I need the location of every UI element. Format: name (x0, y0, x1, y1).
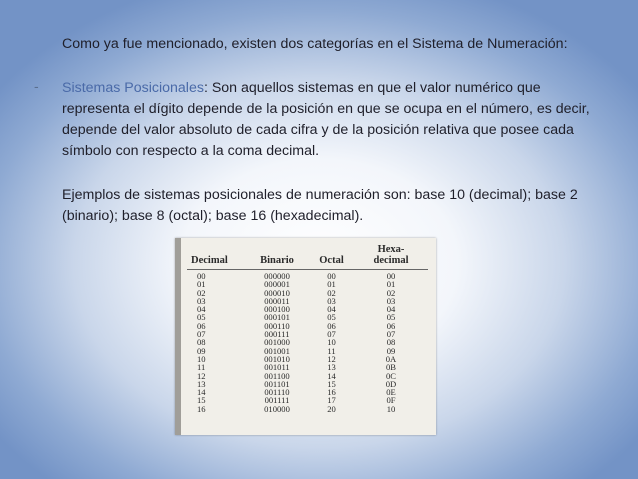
cell-hexadecimal: 00 (386, 271, 396, 281)
cell-octal: 02 (327, 287, 336, 298)
cell-binario: 001110 (264, 387, 290, 398)
cell-hexadecimal: 0A (385, 353, 397, 364)
cell-octal: 10 (327, 337, 336, 348)
cell-binario: 000101 (264, 312, 290, 323)
cell-hexadecimal: 04 (386, 304, 396, 315)
positional-systems-paragraph (62, 78, 607, 162)
cell-octal: 13 (327, 362, 336, 373)
cell-hexadecimal: 09 (386, 345, 396, 356)
cell-hexadecimal: 03 (386, 295, 396, 306)
cell-octal: 12 (327, 353, 336, 364)
header-hexadecimal (354, 244, 428, 270)
cell-octal: 07 (327, 329, 336, 340)
cell-octal: 11 (327, 345, 336, 356)
cell-binario: 000000 (264, 271, 290, 281)
table-row (187, 405, 428, 413)
cell-decimal: 11 (197, 362, 206, 373)
cell-octal: 06 (327, 320, 336, 331)
cell-decimal: 14 (197, 387, 206, 398)
cell-binario: 001101 (264, 378, 290, 389)
cell-hexadecimal: 0B (385, 362, 397, 373)
numeration-table-image (175, 238, 436, 435)
cell-binario: 000110 (264, 320, 290, 331)
cell-decimal: 06 (197, 320, 206, 331)
intro-text: Como ya fue mencionado, existen dos categorías en el Sistema de Numeración: (62, 36, 568, 52)
cell-binario: 000011 (264, 295, 290, 306)
cell-octal: 16 (327, 387, 336, 398)
cell-octal: 04 (327, 304, 336, 315)
cell-decimal: 12 (197, 370, 206, 381)
cell-binario: 001000 (264, 337, 290, 348)
header-octal: Octal (309, 244, 354, 270)
examples-paragraph: Ejemplos de sistemas posicionales de numeración son: base 10 (decimal); base 2 (binario); base 8 (octal); base 16 (hexadecimal). (62, 187, 578, 224)
cell-binario: 001010 (264, 353, 290, 364)
header-decimal: Decimal (187, 244, 245, 270)
cell-decimal: 04 (197, 304, 206, 315)
cell-decimal: 08 (197, 337, 206, 348)
cell-decimal: 00 (197, 271, 206, 281)
cell-hexadecimal: 02 (386, 287, 396, 298)
cell-octal: 03 (327, 295, 336, 306)
header-hexa-line2: decimal (373, 255, 409, 266)
cell-binario: 000001 (264, 279, 290, 290)
cell-octal: 05 (327, 312, 336, 323)
cell-decimal: 05 (197, 312, 206, 323)
cell-decimal: 10 (197, 353, 206, 364)
cell-octal: 14 (327, 370, 336, 381)
cell-hexadecimal: 05 (386, 312, 396, 323)
cell-decimal: 09 (197, 345, 206, 356)
cell-hexadecimal: 07 (386, 329, 396, 340)
cell-octal: 17 (327, 395, 336, 406)
cell-hexadecimal: 01 (386, 279, 396, 290)
term-sistemas-posicionales: Sistemas Posicionales (62, 80, 204, 96)
cell-hexadecimal: 0E (386, 387, 396, 398)
cell-octal: 20 (327, 403, 336, 414)
cell-decimal: 07 (197, 329, 206, 340)
cell-octal: 01 (327, 279, 336, 290)
cell-hexadecimal: 06 (386, 320, 396, 331)
header-hexa-line1: Hexa- (377, 244, 405, 255)
cell-binario: 001111 (264, 395, 290, 406)
numeration-table (187, 244, 428, 413)
header-binario: Binario (245, 244, 309, 270)
cell-decimal: 13 (197, 378, 206, 389)
cell-binario: 001001 (264, 345, 290, 356)
cell-hexadecimal: 0F (386, 395, 396, 406)
cell-decimal: 01 (197, 279, 206, 290)
cell-binario: 001100 (264, 370, 290, 381)
cell-hexadecimal: 10 (386, 403, 396, 414)
cell-binario: 000111 (264, 329, 290, 340)
cell-binario: 000010 (264, 287, 290, 298)
cell-decimal: 16 (197, 403, 206, 414)
cell-binario: 010000 (264, 403, 290, 414)
table-header-row (187, 244, 428, 270)
cell-hexadecimal: 0C (385, 370, 397, 381)
cell-decimal: 15 (197, 395, 206, 406)
cell-octal: 00 (327, 271, 336, 281)
definition-text: : Son aquellos sistemas en que el valor numérico que representa el dígito depende de la posición en que se ocupa en el número, es decir, depende del valor absoluto de cada cifra y de la posición relativa que posee cada símbolo con respecto a la coma decimal. (62, 80, 590, 159)
cell-binario: 000100 (264, 304, 290, 315)
cell-octal: 15 (327, 378, 336, 389)
cell-decimal: 03 (197, 295, 206, 306)
cell-hexadecimal: 0D (385, 378, 397, 389)
cell-hexadecimal: 08 (386, 337, 396, 348)
cell-decimal: 02 (197, 287, 206, 298)
cell-binario: 001011 (264, 362, 290, 373)
table-body (187, 270, 428, 414)
bullet-dash: - (34, 78, 39, 94)
